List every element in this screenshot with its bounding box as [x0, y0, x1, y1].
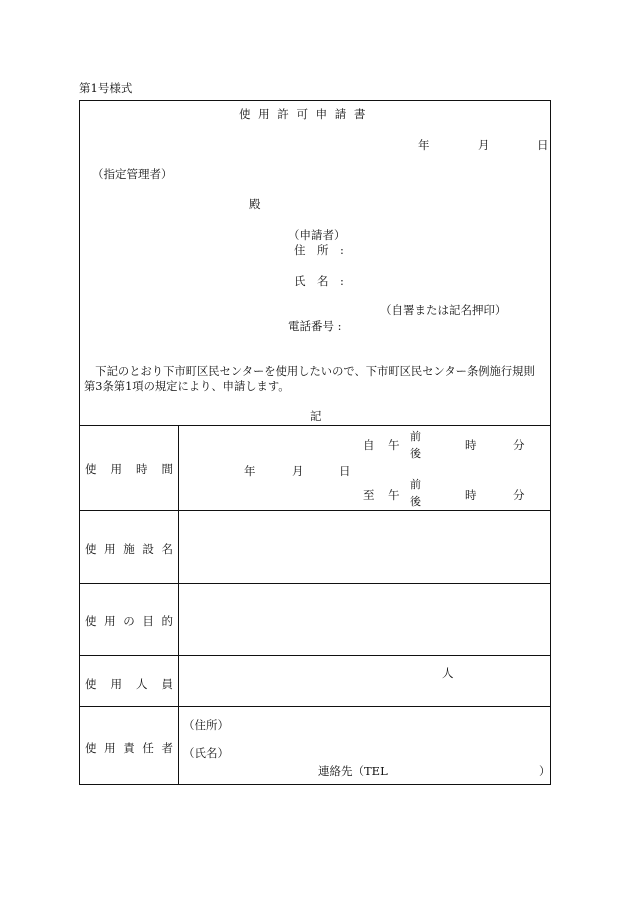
from-minute[interactable]: 分	[513, 438, 525, 452]
form-number: 第1号様式	[79, 81, 133, 95]
date-month[interactable]: 月	[478, 138, 490, 152]
intro-text-line2: 第3条第1項の規定により、申請します。	[84, 380, 290, 393]
form-title: 使 用 許 可 申 請 書	[239, 107, 368, 121]
to-label: 至	[363, 488, 375, 502]
table-row-divider	[79, 706, 551, 707]
am-label: 前	[410, 430, 421, 443]
am-label: 前	[410, 478, 421, 491]
responsible-name-label: （氏名）	[183, 746, 229, 760]
pm-label: 後	[410, 495, 421, 508]
intro-text-line1: 下記のとおり下市町区民センターを使用したいので、下市町区民センター条例施行規則	[84, 365, 535, 378]
responsible-label: 使 用 責 任 者	[85, 741, 173, 755]
people-unit: 人	[442, 666, 454, 680]
to-hour[interactable]: 時	[465, 488, 477, 502]
people-field[interactable]	[180, 657, 440, 705]
date-year[interactable]: 年	[418, 138, 430, 152]
manager-label: （指定管理者）	[92, 167, 173, 181]
usage-month[interactable]: 月	[292, 464, 304, 478]
date-day[interactable]: 日	[537, 138, 549, 152]
responsible-contact-field[interactable]	[380, 761, 535, 777]
table-top-border	[79, 425, 551, 426]
signature-note: （自署または記名押印）	[380, 303, 507, 317]
pm-label: 後	[410, 447, 421, 460]
applicant-phone-label: 電話番号 :	[288, 319, 342, 333]
applicant-name-field[interactable]	[350, 271, 540, 287]
purpose-field[interactable]	[180, 585, 549, 654]
usage-day[interactable]: 日	[339, 464, 351, 478]
table-row-divider	[79, 510, 551, 511]
honorific: 殿	[249, 197, 261, 211]
applicant-address-field[interactable]	[350, 240, 540, 256]
table-column-divider	[178, 425, 179, 784]
to-ampm[interactable]	[410, 476, 421, 510]
responsible-contact-label: 連絡先（TEL	[318, 764, 388, 778]
applicant-label: （申請者）	[288, 228, 346, 242]
table-row-divider	[79, 583, 551, 584]
applicant-address-label: 住 所 :	[294, 243, 344, 257]
applicant-phone-field[interactable]	[350, 316, 540, 332]
from-noon-label: 午	[388, 438, 400, 452]
people-label: 使 用 人 員	[85, 677, 173, 691]
responsible-address-label: （住所）	[183, 718, 229, 732]
usage-time-label: 使 用 時 間	[85, 462, 173, 476]
responsible-name-field[interactable]	[225, 743, 545, 759]
facility-label: 使 用 施 設 名	[85, 542, 173, 556]
ki-label: 記	[310, 409, 322, 423]
applicant-name-label: 氏 名 :	[294, 274, 344, 288]
responsible-address-field[interactable]	[225, 715, 545, 731]
to-minute[interactable]: 分	[513, 488, 525, 502]
from-label: 自	[363, 438, 375, 452]
responsible-contact-close: ）	[539, 764, 551, 778]
from-hour[interactable]: 時	[465, 438, 477, 452]
facility-field[interactable]	[180, 512, 549, 582]
from-ampm[interactable]	[410, 428, 421, 462]
purpose-label: 使 用 の 目 的	[85, 614, 173, 628]
to-noon-label: 午	[388, 488, 400, 502]
usage-year[interactable]: 年	[244, 464, 256, 478]
table-row-divider	[79, 655, 551, 656]
